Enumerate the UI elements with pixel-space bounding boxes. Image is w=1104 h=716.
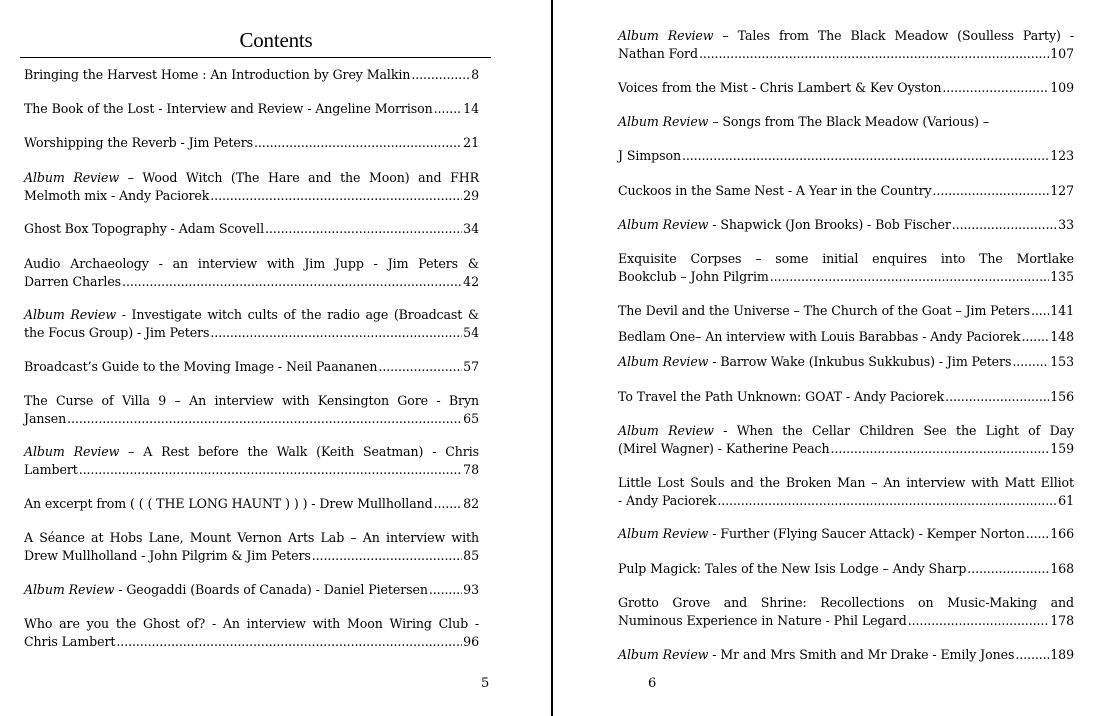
- dot-leader: [1015, 646, 1049, 664]
- toc-entry[interactable]: [618, 182, 1074, 200]
- toc-entry-title: [618, 147, 681, 165]
- toc-entry-line: [24, 410, 479, 428]
- dot-leader: [945, 388, 1049, 406]
- toc-entry-line: [24, 529, 479, 547]
- page-number-left: 5: [481, 676, 490, 691]
- toc-entry-line: [618, 216, 1074, 234]
- dot-leader: [933, 182, 1050, 200]
- dot-leader: [1021, 328, 1049, 346]
- toc-entry-text: Little Lost Souls and the Broken Man – An interview with Matt Elliot: [618, 475, 1074, 490]
- page-number-right: 6: [648, 676, 657, 691]
- toc-page-number: 57: [463, 359, 479, 374]
- toc-entry[interactable]: [24, 100, 479, 118]
- toc-entry-text: Bedlam One– An interview with Louis Barabbas - Andy Paciorek: [618, 329, 1021, 344]
- album-review-label: Album Review: [24, 444, 120, 459]
- toc-entry-text: Bringing the Harvest Home : An Introduction by Grey Malkin: [24, 67, 411, 82]
- toc-entry-title: [618, 328, 1020, 346]
- toc-entry[interactable]: [24, 615, 479, 650]
- album-review-label: Album Review: [24, 170, 120, 185]
- toc-page-number: 178: [1050, 612, 1074, 628]
- toc-entry-line: [24, 392, 479, 410]
- dot-leader: [434, 100, 463, 118]
- toc-entry-title: [618, 79, 941, 97]
- toc-entry-text: Grotto Grove and Shrine: Recollections on Music-Making and: [618, 595, 1074, 610]
- toc-entry-title: [618, 560, 966, 578]
- toc-entry-line: [618, 79, 1074, 97]
- toc-entry-text: Pulp Magick: Tales of the New Isis Lodge – Andy Sharp: [618, 561, 967, 576]
- toc-entry[interactable]: [618, 560, 1074, 578]
- toc-entry-title: [24, 581, 428, 599]
- toc-entry-text: – Wood Witch (The Hare and the Moon) and FHR: [119, 170, 479, 185]
- toc-entry-line: [618, 353, 1074, 371]
- toc-entry[interactable]: [618, 328, 1074, 346]
- dot-leader: [411, 66, 470, 84]
- toc-entry-continuation: Bookclub – John Pilgrim: [618, 268, 769, 284]
- toc-entry-continuation: Jansen: [24, 410, 67, 426]
- toc-entry-title: [618, 388, 944, 406]
- toc-entry[interactable]: [618, 147, 1074, 165]
- toc-entry-line: [618, 328, 1074, 346]
- toc-entry-line: [24, 306, 479, 324]
- toc-entry-text: Who are you the Ghost of? - An interview with Moon Wiring Club -: [24, 616, 479, 631]
- toc-entry-text: Exquisite Corpses – some initial enquires into The Mortlake: [618, 251, 1074, 266]
- toc-entry-title: [24, 220, 264, 238]
- dot-leader: [79, 461, 462, 479]
- toc-entry-title: [24, 444, 479, 459]
- dot-leader: [67, 410, 462, 428]
- toc-entry[interactable]: [24, 495, 479, 513]
- toc-page-number: 156: [1050, 389, 1074, 404]
- toc-page-number: 8: [471, 67, 479, 82]
- toc-entry-text: Cuckoos in the Same Nest - A Year in the Country: [618, 183, 932, 198]
- toc-entry-title: [24, 530, 479, 545]
- toc-entry-line: [618, 27, 1074, 45]
- dot-leader: [682, 147, 1049, 165]
- toc-entry-text: Ghost Box Topography - Adam Scovell: [24, 221, 265, 236]
- toc-page-number: 127: [1050, 183, 1074, 198]
- toc-page-number: 123: [1050, 148, 1074, 163]
- toc-entry-continuation: (Mirel Wagner) - Katherine Peach: [618, 440, 830, 456]
- toc-entry[interactable]: [24, 169, 479, 204]
- toc-entry-title: [618, 28, 1074, 43]
- toc-entry-title: [24, 616, 479, 631]
- toc-page-number: 189: [1050, 647, 1074, 662]
- toc-entry-continuation: the Focus Group) - Jim Peters: [24, 324, 210, 340]
- toc-entry-title: [24, 358, 377, 376]
- toc-entry-line: [618, 560, 1074, 578]
- toc-entry-line: [24, 581, 479, 599]
- toc-entry-line: [24, 633, 479, 651]
- toc-page-number: 85: [463, 547, 479, 563]
- toc-page-number: 29: [463, 187, 479, 203]
- toc-entry-text: - Mr and Mrs Smith and Mr Drake - Emily Jones: [708, 647, 1015, 662]
- dot-leader: [942, 79, 1049, 97]
- dot-leader: [434, 495, 463, 513]
- toc-entry-title: [24, 495, 433, 513]
- toc-entry[interactable]: [24, 443, 479, 478]
- toc-entry-line: [618, 440, 1074, 458]
- toc-entry-title: [618, 182, 932, 200]
- toc-entry-text: – Tales from The Black Meadow (Soulless Party) -: [713, 28, 1074, 43]
- toc-entry-text: Broadcast’s Guide to the Moving Image - Neil Paananen: [24, 359, 378, 374]
- toc-entry[interactable]: [618, 474, 1074, 509]
- toc-entry-continuation: Drew Mullholland - John Pilgrim & Jim Peters: [24, 547, 311, 563]
- album-review-label: Album Review: [618, 217, 709, 232]
- toc-entry-continuation: Numinous Experience in Nature - Phil Legard: [618, 612, 907, 628]
- album-review-label: Album Review: [618, 647, 709, 662]
- toc-page-number: 153: [1050, 354, 1074, 369]
- page-title: Contents: [239, 28, 313, 52]
- toc-entry-line: [24, 358, 479, 376]
- toc-entry[interactable]: [24, 529, 479, 564]
- toc-entry[interactable]: [24, 255, 479, 290]
- toc-page-number: 93: [463, 582, 479, 597]
- toc-entry-text: The Devil and the Universe – The Church of the Goat – Jim Peters: [618, 303, 1030, 318]
- toc-entry-title: [618, 114, 989, 129]
- toc-entry-line: [618, 113, 1074, 131]
- dot-leader: [908, 612, 1050, 630]
- toc-entry-line: [24, 461, 479, 479]
- toc-entry-continuation: Darren Charles: [24, 273, 122, 289]
- dot-leader: [831, 440, 1050, 458]
- toc-entry-line: [618, 594, 1074, 612]
- toc-page-number: 61: [1058, 492, 1074, 508]
- toc-entry-title: [618, 525, 1025, 543]
- toc-entry-line: [24, 324, 479, 342]
- toc-entry[interactable]: [24, 306, 479, 341]
- toc-entry[interactable]: [24, 581, 479, 599]
- toc-entry-line: [618, 646, 1074, 664]
- dot-leader: [429, 581, 462, 599]
- toc-entry[interactable]: [618, 27, 1074, 62]
- toc-entry-continuation: Nathan Ford: [618, 45, 698, 61]
- toc-entry[interactable]: [618, 525, 1074, 543]
- dot-leader: [122, 273, 462, 291]
- toc-page-number: 34: [463, 221, 479, 236]
- toc-entry-title: [24, 170, 479, 185]
- toc-entry-line: [24, 495, 479, 513]
- toc-entry-line: [24, 66, 479, 84]
- toc-page-number: 109: [1050, 80, 1074, 95]
- toc-entry-line: [618, 147, 1074, 165]
- toc-page-number: 135: [1050, 268, 1074, 284]
- toc-entry[interactable]: [618, 422, 1074, 457]
- toc-entry[interactable]: [618, 113, 1074, 131]
- toc-entry-line: [24, 134, 479, 152]
- toc-entry-text: - Further (Flying Saucer Attack) - Kemper Norton: [708, 526, 1025, 541]
- toc-entry-title: [24, 100, 433, 118]
- toc-page-number: 141: [1050, 303, 1074, 318]
- album-review-label: Album Review: [24, 307, 117, 322]
- toc-page-number: 78: [463, 461, 479, 477]
- toc-entry-text: Voices from the Mist - Chris Lambert & Kev Oyston: [618, 80, 942, 95]
- toc-page-number: 148: [1050, 329, 1074, 344]
- toc-entry-line: [24, 273, 479, 291]
- toc-entry-title: [618, 646, 1014, 664]
- toc-entry-title: [618, 595, 1074, 610]
- toc-page-number: 54: [463, 324, 479, 340]
- toc-page-number: 159: [1050, 440, 1074, 456]
- toc-entry-line: [618, 612, 1074, 630]
- toc-entry[interactable]: [618, 250, 1074, 285]
- toc-entry-title: [618, 475, 1074, 490]
- toc-entry-title: [24, 393, 479, 408]
- toc-entry-text: Worshipping the Reverb - Jim Peters: [24, 135, 253, 150]
- toc-entry[interactable]: [24, 66, 479, 84]
- toc-entry-text: - Barrow Wake (Inkubus Sukkubus) - Jim Peters: [708, 354, 1012, 369]
- toc-page-number: 21: [463, 135, 479, 150]
- toc-entry[interactable]: [24, 392, 479, 427]
- dot-leader: [1012, 353, 1049, 371]
- toc-page-number: 14: [463, 101, 479, 116]
- toc-page-number: 107: [1050, 45, 1074, 61]
- album-review-label: Album Review: [618, 28, 714, 43]
- toc-page-number: 65: [463, 410, 479, 426]
- dot-leader: [1031, 302, 1049, 320]
- toc-entry-text: – Songs from The Black Meadow (Various) –: [708, 114, 990, 129]
- dot-leader: [378, 358, 462, 376]
- toc-entry-text: An excerpt from ( ( ( THE LONG HAUNT ) ) ) - Drew Mullholland: [24, 496, 433, 511]
- dot-leader: [770, 268, 1050, 286]
- toc-page-number: 82: [463, 496, 479, 511]
- toc-entry-line: [618, 268, 1074, 286]
- toc-entry-line: [24, 100, 479, 118]
- dot-leader: [116, 633, 462, 651]
- album-review-label: Album Review: [618, 114, 709, 129]
- book-spine: [551, 0, 553, 716]
- toc-entry-text: - Geogaddi (Boards of Canada) - Daniel Pietersen: [114, 582, 428, 597]
- toc-page-number: 168: [1050, 561, 1074, 576]
- dot-leader: [265, 220, 462, 238]
- toc-entry-text: – A Rest before the Walk (Keith Seatman) - Chris: [119, 444, 479, 459]
- toc-entry-continuation: Melmoth mix - Andy Paciorek: [24, 187, 210, 203]
- toc-entry-line: [24, 187, 479, 205]
- toc-entry-text: The Curse of Villa 9 – An interview with Kensington Gore - Bryn: [24, 393, 479, 408]
- album-review-label: Album Review: [618, 526, 709, 541]
- toc-entry-text: The Book of the Lost - Interview and Review - Angeline Morrison: [24, 101, 433, 116]
- dot-leader: [312, 547, 462, 565]
- toc-entry[interactable]: [24, 134, 479, 152]
- dot-leader: [1026, 525, 1049, 543]
- toc-entry-line: [24, 547, 479, 565]
- toc-entry-title: [618, 302, 1030, 320]
- toc-entry-line: [24, 220, 479, 238]
- dot-leader: [717, 492, 1057, 510]
- toc-entry-text: To Travel the Path Unknown: GOAT - Andy Paciorek: [618, 389, 945, 404]
- toc-entry-text: - When the Cellar Children See the Light of Day: [713, 423, 1074, 438]
- toc-entry[interactable]: [618, 388, 1074, 406]
- title-rule: [20, 57, 491, 58]
- toc-entry-line: [24, 169, 479, 187]
- dot-leader: [210, 187, 462, 205]
- toc-entry-title: [618, 251, 1074, 266]
- toc-entry-line: [618, 182, 1074, 200]
- toc-entry-title: [618, 216, 951, 234]
- toc-entry-continuation: Chris Lambert: [24, 633, 116, 649]
- toc-entry-text: A Séance at Hobs Lane, Mount Vernon Arts Lab – An interview with: [24, 530, 479, 545]
- dot-leader: [967, 560, 1049, 578]
- toc-entry-continuation: - Andy Paciorek: [618, 492, 717, 508]
- toc-entry-text: - Shapwick (Jon Brooks) - Bob Fischer: [708, 217, 951, 232]
- toc-entry-line: [618, 302, 1074, 320]
- toc-entry-title: [618, 423, 1074, 438]
- toc-entry-line: [618, 422, 1074, 440]
- toc-entry[interactable]: [24, 358, 479, 376]
- toc-entry[interactable]: [24, 220, 479, 238]
- toc-entry-title: [24, 307, 479, 322]
- toc-entry[interactable]: [618, 353, 1074, 371]
- toc-entry-text: - Investigate witch cults of the radio age (Broadcast &: [116, 307, 480, 322]
- toc-page-number: 96: [463, 633, 479, 649]
- toc-entry[interactable]: [618, 216, 1074, 234]
- dot-leader: [210, 324, 462, 342]
- toc-entry-title: [618, 353, 1011, 371]
- toc-entry[interactable]: [618, 79, 1074, 97]
- toc-page-number: 33: [1058, 217, 1074, 232]
- toc-entry-line: [618, 388, 1074, 406]
- dot-leader: [699, 45, 1049, 63]
- toc-entry[interactable]: [618, 302, 1074, 320]
- album-review-label: Album Review: [618, 354, 709, 369]
- toc-entry-line: [618, 474, 1074, 492]
- dot-leader: [254, 134, 462, 152]
- toc-entry-title: [24, 66, 410, 84]
- toc-entry-line: [24, 443, 479, 461]
- right-page: [554, 0, 1104, 716]
- album-review-label: Album Review: [24, 582, 115, 597]
- toc-entry-line: [24, 615, 479, 633]
- toc-entry-title: [24, 256, 479, 271]
- album-review-label: Album Review: [618, 423, 714, 438]
- toc-entry-line: [618, 492, 1074, 510]
- toc-entry-continuation: Lambert: [24, 461, 78, 477]
- toc-entry-text: J Simpson: [618, 148, 681, 163]
- toc-entry-line: [618, 525, 1074, 543]
- toc-entry-text: Audio Archaeology - an interview with Jim Jupp - Jim Peters &: [24, 256, 479, 271]
- toc-entry-line: [618, 45, 1074, 63]
- dot-leader: [952, 216, 1057, 234]
- toc-entry-title: [24, 134, 253, 152]
- toc-entry-line: [24, 255, 479, 273]
- toc-page-number: 42: [463, 273, 479, 289]
- toc-entry[interactable]: [618, 594, 1074, 629]
- toc-entry[interactable]: [618, 646, 1074, 664]
- toc-entry-line: [618, 250, 1074, 268]
- toc-page-number: 166: [1050, 526, 1074, 541]
